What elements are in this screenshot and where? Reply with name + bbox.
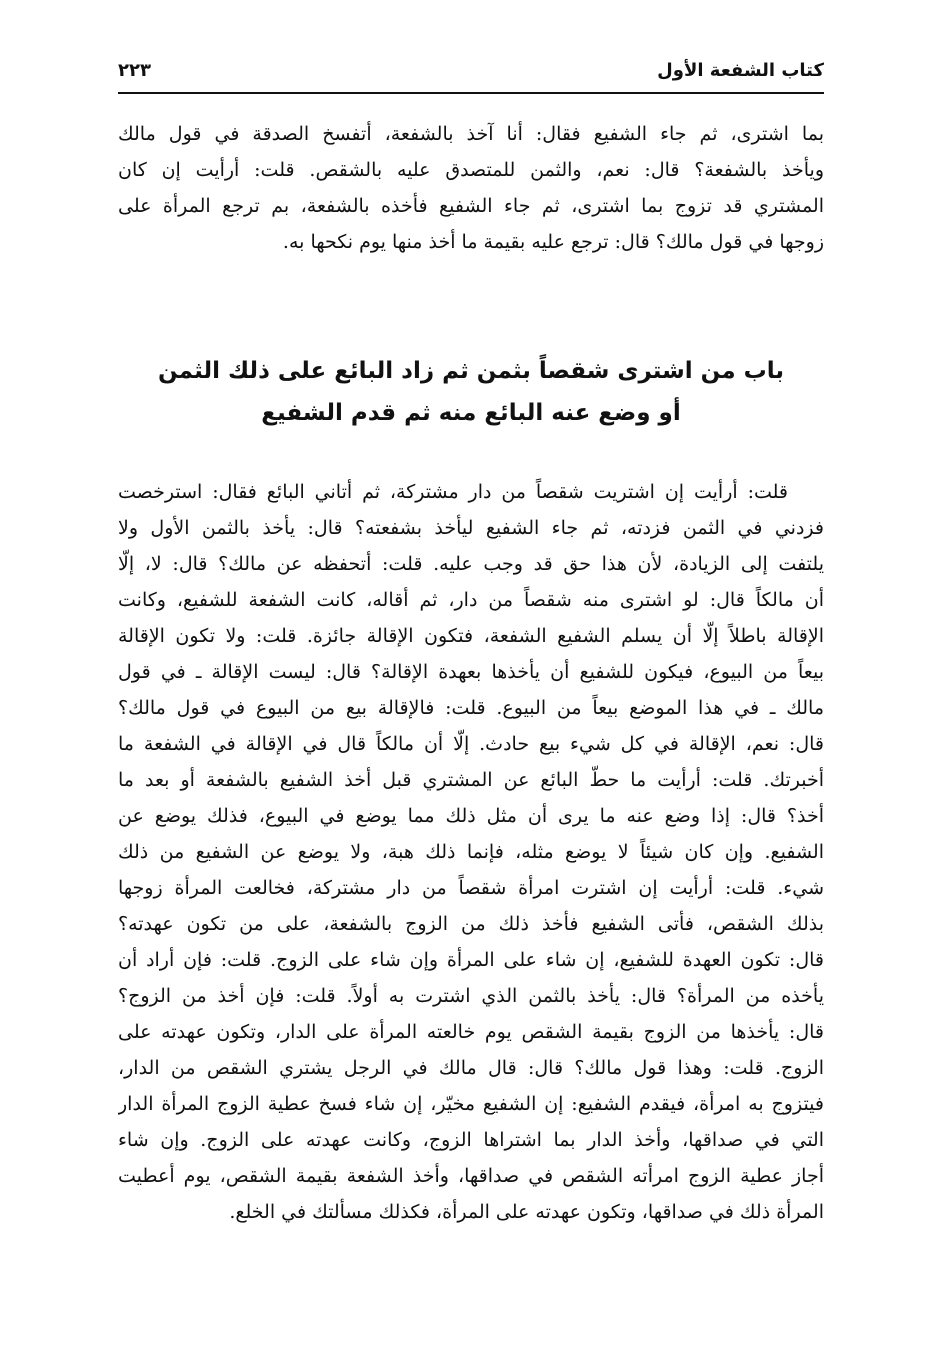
running-header xyxy=(118,56,824,90)
text-line: الإقالة باطلاً إلّا أن يسلم الشفيع الشفعة، فتكون الإقالة جائزة. قلت: ولا تكون الإقالة xyxy=(118,625,824,647)
page-number: ٢٢٣ xyxy=(118,60,151,81)
text-line: أخذ؟ قال: إذا وضع عنه ما يرى أن مثل ذلك مما يوضع في البيوع، فذلك يوضع عن xyxy=(118,805,824,827)
text-line: قلت: أرأيت إن اشتريت شقصاً من دار مشتركة، ثم أتاني البائع فقال: استرخصت xyxy=(118,481,788,503)
text-line: شيء. قلت: أرأيت إن اشترت امرأة شقصاً من دار مشتركة، فخالعت المرأة زوجها xyxy=(118,877,824,899)
paragraph-main xyxy=(118,474,824,1230)
text-line: مالك ـ في هذا الموضع بيعاً من البيوع. قلت: فالإقالة بيع من البيوع في قول مالك؟ xyxy=(118,697,824,719)
text-line: المشتري قد تزوج بما اشترى، ثم جاء الشفيع فأخذه بالشفعة، بم ترجع المرأة على xyxy=(118,195,824,217)
header-title: كتاب الشفعة الأول xyxy=(657,60,824,81)
text-line: فزدني في الثمن فزدته، ثم جاء الشفيع ليأخذ بشفعته؟ قال: يأخذ بالثمن الأول ولا xyxy=(118,517,824,539)
text-line: أن مالكاً قال: لو اشترى منه شقصاً من دار، ثم أقاله، كانت الشفعة للشفيع، وكانت xyxy=(118,589,824,611)
text-line: قال: يأخذها من الزوج بقيمة الشقص يوم خالعته المرأة على الدار، وتكون عهدته على xyxy=(118,1021,824,1043)
text-line: فيتزوج به امرأة، فيقدم الشفيع: إن الشفيع مخيّر، إن شاء فسخ عطية الزوج المرأة الدار xyxy=(118,1093,824,1115)
paragraph-top xyxy=(118,116,824,260)
text-line: بيعاً من البيوع، فيكون للشفيع أن يأخذها بعهدة الإقالة؟ قال: ليست الإقالة ـ في قول xyxy=(118,661,824,683)
chapter-heading-line-2: أو وضع عنه البائع منه ثم قدم الشفيع xyxy=(261,400,681,426)
text-line: بما اشترى، ثم جاء الشفيع فقال: أنا آخذ بالشفعة، أتفسخ الصدقة في قول مالك xyxy=(118,123,824,145)
text-line: قال: نعم، الإقالة في كل شيء بيع حادث. إلّا أن مالكاً قال في الإقالة في الشفعة ما xyxy=(118,733,824,755)
text-line: الزوج. قلت: وهذا قول مالك؟ قال: قال مالك في الرجل يشتري الشقص من الدار، xyxy=(118,1057,824,1079)
text-line: يأخذه من المرأة؟ قال: يأخذ بالثمن الذي اشترت به أولاً. قلت: فإن أخذ من الزوج؟ xyxy=(118,985,824,1007)
text-line: يلتفت إلى الزيادة، لأن هذا حق قد وجب عليه. قلت: أتحفظه عن مالك؟ قال: لا، إلّا xyxy=(118,553,824,575)
text-line: التي في صداقها، وأخذ الدار بما اشتراها الزوج، وكانت عهدته على الزوج. وإن شاء xyxy=(118,1129,824,1151)
header-rule xyxy=(118,92,824,94)
chapter-heading xyxy=(118,350,824,434)
text-line: ويأخذ بالشفعة؟ قال: نعم، والثمن للمتصدق عليه بالشقص. قلت: أرأيت إن كان xyxy=(118,159,824,181)
chapter-heading-line-1: باب من اشترى شقصاً بثمن ثم زاد البائع على ذلك الثمن xyxy=(157,358,785,384)
text-line: زوجها في قول مالك؟ قال: ترجع عليه بقيمة ما أخذ منها يوم نكحها به. xyxy=(282,231,824,253)
text-line: أخبرتك. قلت: أرأيت ما حطّ البائع عن المشتري قبل أخذ الشفيع بالشفعة أو بعد ما xyxy=(118,769,824,791)
text-line: الشفيع. وإن كان شيئاً لا يوضع مثله، فإنما ذلك هبة، ولا يوضع عن الشفيع من ذلك xyxy=(118,841,824,863)
text-line: بذلك الشقص، فأتى الشفيع فأخذ ذلك من الزوج بالشفعة، على من تكون عهدته؟ xyxy=(118,913,824,935)
text-line: المرأة ذلك في صداقها، وتكون عهدته على المرأة، فكذلك مسألتك في الخلع. xyxy=(229,1201,824,1223)
text-line: أجاز عطية الزوج امرأته الشقص في صداقها، وأخذ الشفعة بقيمة الشقص، يوم أعطيت xyxy=(118,1165,824,1187)
text-line: قال: تكون العهدة للشفيع، إن شاء على المرأة وإن شاء على الزوج. قلت: فإن أراد أن xyxy=(118,949,824,971)
